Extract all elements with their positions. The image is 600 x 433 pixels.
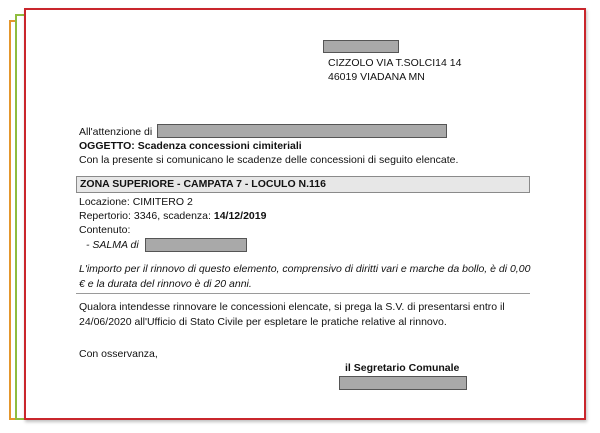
repertorio-value: 3346,: [133, 210, 161, 222]
renewal-note: L'importo per il rinnovo di questo elemento, comprensivo di diritti vari e marche da bollo, è di 0,00 € e la durata del rinnovo è di 20 anni.: [79, 263, 531, 290]
scadenza-label: scadenza:: [163, 210, 211, 222]
zone-title: ZONA SUPERIORE - CAMPATA 7 - LOCULO N.116: [76, 176, 530, 193]
redacted-recipient-name: [323, 40, 399, 53]
recipient-address-line2: 46019 VIADANA MN: [328, 71, 425, 83]
closing-text: Con osservanza,: [79, 348, 158, 360]
signature-title: il Segretario Comunale: [345, 362, 460, 374]
letter: [26, 10, 584, 418]
attention-label: All'attenzione di: [79, 126, 153, 138]
request-text: Qualora intendesse rinnovare le concessioni elencate, si prega la S.V. di presentarsi entro il 24/06/2020 all'Ufficio di Stato Civile per espletare le pratiche relative al rinnovo.: [79, 301, 505, 328]
redacted-signature-name: [339, 376, 467, 390]
repertorio-label: Repertorio:: [79, 210, 131, 222]
location-line: [79, 196, 193, 209]
subject-label: OGGETTO:: [79, 140, 135, 152]
subject-text: Scadenza concessioni cimiteriali: [137, 140, 302, 152]
intro-text: Con la presente si comunicano le scadenze delle concessioni di seguito elencate.: [79, 154, 459, 166]
redacted-salma-name: [145, 238, 247, 252]
location-value: CIMITERO 2: [132, 196, 193, 208]
repertorio-line: [79, 210, 266, 223]
recipient-address-line1: CIZZOLO VIA T.SOLCI14 14: [328, 57, 462, 69]
divider: [76, 293, 530, 294]
redacted-attention-name: [157, 124, 447, 138]
salma-label: - SALMA di: [86, 239, 139, 251]
subject-line: [79, 140, 302, 153]
contents-label: Contenuto:: [79, 224, 131, 236]
scadenza-value: 14/12/2019: [213, 210, 267, 222]
location-label: Locazione:: [79, 196, 130, 208]
